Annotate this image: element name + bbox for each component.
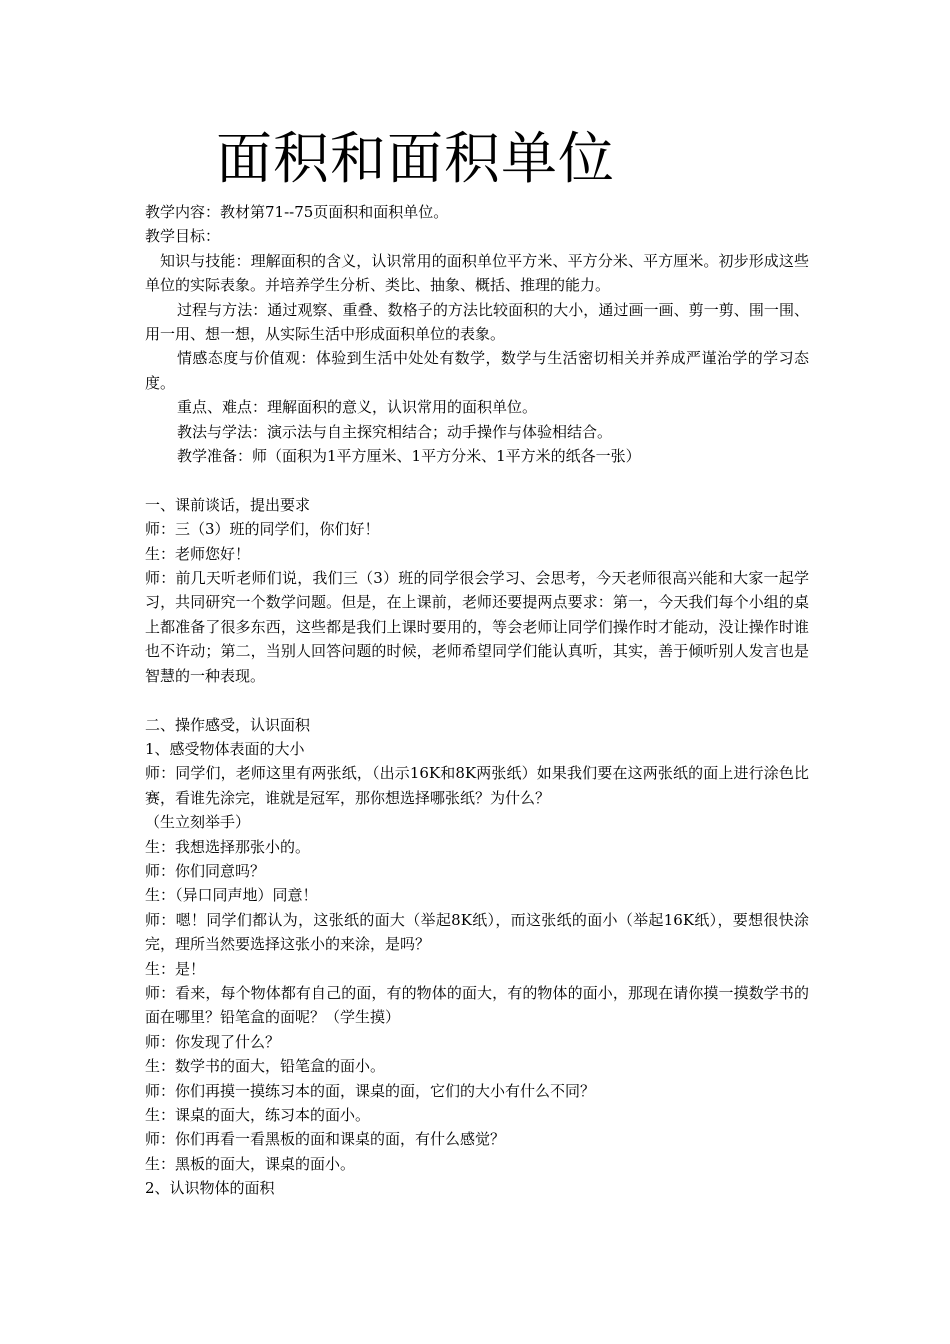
goal-process-method: 过程与方法：通过观察、重叠、数格子的方法比较面积的大小，通过画一画、剪一剪、围一围、用一用、想一想，从实际生活中形成面积单位的表象。 bbox=[145, 300, 809, 344]
dialogue-line: 师：看来，每个物体都有自己的面，有的物体的面大，有的物体的面小，那现在请你摸一摸数学书的面在哪里？铅笔盒的面呢？（学生摸） bbox=[145, 983, 809, 1027]
dialogue-line: 生：老师您好！ bbox=[145, 544, 251, 563]
goal-knowledge-skills: 知识与技能：理解面积的含义，认识常用的面积单位平方米、平方分米、平方厘米。初步形成这些单位的实际表象。并培养学生分析、类比、抽象、概括、推理的能力。 bbox=[145, 251, 809, 295]
dialogue-line: 师：同学们，老师这里有两张纸，（出示16K和8K两张纸）如果我们要在这两张纸的面上进行涂色比赛，看谁先涂完，谁就是冠军，那你想选择哪张纸？为什么？ bbox=[145, 764, 809, 807]
section-heading-2: 二、操作感受，认识面积 bbox=[145, 715, 311, 734]
goal-attitude-values: 情感态度与价值观：体验到生活中处处有数学，数学与生活密切相关并养成严谨治学的学习态度。 bbox=[145, 349, 809, 392]
dialogue-line: 师：三（3）班的同学们，你们好！ bbox=[145, 520, 380, 539]
teaching-methods: 教法与学法：演示法与自主探究相结合；动手操作与体验相结合。 bbox=[177, 422, 613, 441]
teaching-goals-heading: 教学目标： bbox=[145, 227, 221, 246]
dialogue-line: 生：黑板的面大，课桌的面小。 bbox=[145, 1154, 356, 1173]
key-difficult-points: 重点、难点：理解面积的意义，认识常用的面积单位。 bbox=[177, 398, 538, 417]
dialogue-line: 生：我想选择那张小的。 bbox=[145, 837, 311, 856]
dialogue-line: 生：（异口同声地）同意！ bbox=[145, 886, 318, 905]
dialogue-line: 生：数学书的面大，铅笔盒的面小。 bbox=[145, 1057, 386, 1076]
dialogue-line: 师：前几天听老师们说，我们三（3）班的同学很会学习、会思考，今天老师很高兴能和大家一起学习，共同研究一个数学问题。但是，在上课前，老师还要提两点要求：第一，今天我们每个小组的桌上都准备了很多东西，这些都是我们上课时要用的，等会老师让同学们操作时才能动，没让操作时谁也不许动；第二，当别人回答问题的时候，老师希望同学们能认真听，其实，善于倾听别人发言也是智慧的一种表现。 bbox=[145, 569, 809, 685]
subsection-heading: 2、认识物体的面积 bbox=[145, 1179, 275, 1198]
dialogue-line: 生：是！ bbox=[145, 959, 206, 978]
subsection-heading: 1、感受物体表面的大小 bbox=[145, 739, 305, 758]
teaching-content: 教学内容：教材第71--75页面积和面积单位。 bbox=[145, 203, 449, 221]
dialogue-line: 师：你们再摸一摸练习本的面，课桌的面，它们的大小有什么不同？ bbox=[145, 1081, 596, 1100]
section-heading-1: 一、课前谈话，提出要求 bbox=[145, 495, 311, 514]
dialogue-line: 生：课桌的面大，练习本的面小。 bbox=[145, 1106, 371, 1124]
blank-line bbox=[145, 468, 809, 492]
dialogue-line: 师：嗯！同学们都认为，这张纸的面大（举起8K纸），而这张纸的面小（举起16K纸），要想很快涂完，理所当然要选择这张小的来涂，是吗？ bbox=[145, 910, 809, 954]
dialogue-line: （生立刻举手） bbox=[145, 813, 251, 832]
teaching-preparation: 教学准备：师（面积为1平方厘米、1平方分米、1平方米的纸各一张） bbox=[177, 447, 641, 466]
dialogue-line: 师：你们同意吗？ bbox=[145, 861, 266, 880]
dialogue-line: 师：你发现了什么？ bbox=[145, 1032, 281, 1051]
document-title: 面积和面积单位 bbox=[216, 127, 615, 192]
dialogue-line: 师：你们再看一看黑板的面和课桌的面，有什么感觉？ bbox=[145, 1130, 506, 1149]
blank-line bbox=[145, 688, 809, 712]
document-body bbox=[145, 200, 809, 1201]
